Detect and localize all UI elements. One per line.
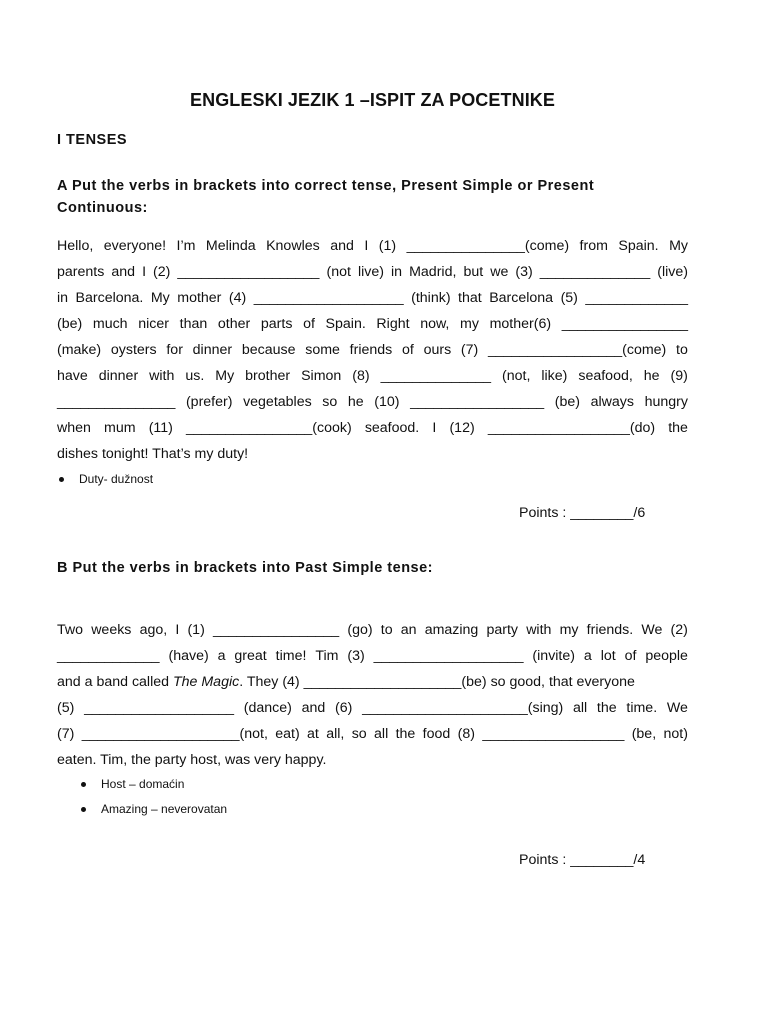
word: (8) [457,726,475,742]
word: parts [260,316,293,332]
word: We [666,700,688,716]
word: _____________ [585,290,688,306]
word: _______________(come) [406,238,570,254]
vocab-item: Host – domaćin [79,776,227,801]
exercise-a-line-text: dishes tonight! That’s my duty! [57,446,249,462]
word: _____________________(sing) [362,700,564,716]
exercise-b-line-text: eaten. Tim, the party host, was very happy. [57,752,327,768]
word: all [374,726,389,742]
word: weeks [91,622,132,638]
vocab-item: Duty- dužnost [57,471,153,496]
exercise-b-line [57,669,688,695]
exercise-a-line [57,259,688,285]
exercise-b-line [57,747,688,773]
word: live) [357,264,384,280]
exercise-b-points: Points : ________/4 [519,852,646,868]
word: of [624,648,637,664]
word: (7) [57,726,75,742]
word: of [401,342,414,358]
word: __________________ [177,264,320,280]
word: My [669,238,688,254]
word: party [486,622,519,638]
word: people [645,648,688,664]
word: ___________________ [253,290,404,306]
exercise-a-heading-line-2: Continuous: [57,200,148,216]
word: all, [326,726,345,742]
word: ______________ [539,264,651,280]
exercise-b-heading: B Put the verbs in brackets into Past Simple tense: [57,560,434,576]
word: I [175,622,180,638]
word: much [92,316,128,332]
word: not) [663,726,688,742]
word: Spain. [618,238,659,254]
word: (6) [334,700,353,716]
word: (not, [502,368,531,384]
word: the [596,700,617,716]
word: amazing [424,622,479,638]
word: he [347,394,364,410]
word: Spain. [325,316,366,332]
word: because [241,342,296,358]
page-title: ENGLESKI JEZIK 1 –ISPIT ZA POCETNIKE [190,90,555,110]
word: We [641,622,663,638]
band-name: The Magic [172,674,240,690]
word: Tim [315,648,339,664]
word: (1) [187,622,205,638]
exercise-a-line [57,441,688,467]
exercise-a-line [57,389,688,415]
word: Hello, [57,238,94,254]
word: brother [245,368,291,384]
word: vegetables [243,394,312,410]
word: _________________ [410,394,545,410]
exercise-a-heading-line-1: A Put the verbs in brackets into correct tense, Present Simple or Present [57,178,595,194]
word: (7) [460,342,479,358]
word: (have) [168,648,209,664]
word: Right [376,316,410,332]
word: ours [423,342,452,358]
word: (3) [515,264,533,280]
word: now, [420,316,450,332]
word: and [111,264,136,280]
word: eat) [275,726,300,742]
word: ago, [139,622,168,638]
word: ___________________ [373,648,524,664]
word: (2) [670,622,688,638]
word: than [179,316,208,332]
word: (make) [57,342,102,358]
word: (invite) [532,648,575,664]
word: dinner [192,342,233,358]
word: _________________(come) [487,342,667,358]
exercise-a-points: Points : ________/6 [519,505,646,521]
exercise-a-paragraph [57,233,688,467]
section-heading-tenses: I TENSES [57,132,128,148]
exercise-b-paragraph [57,617,688,773]
word: but [463,264,484,280]
word: so [351,726,367,742]
word: Simon [301,368,342,384]
word: all [572,700,588,716]
word: time! [275,648,307,664]
word: with [149,368,175,384]
word: in [57,290,69,306]
word: Barcelona [489,290,554,306]
word: to [380,622,393,638]
word: an [400,622,417,638]
exercise-a-line [57,311,688,337]
word: (dance) [243,700,292,716]
word: Knowles [266,238,320,254]
word: (2) [153,264,171,280]
word: like) [541,368,568,384]
word: parents [57,264,105,280]
word: (4) [228,290,247,306]
word: (5) [57,700,75,716]
word: time. [626,700,658,716]
word: My [150,290,170,306]
exercise-a-line [57,285,688,311]
word: some [305,342,340,358]
word: (go) [347,622,373,638]
exercise-a-line [57,415,688,441]
word: (be, [631,726,657,742]
word: (not [326,264,351,280]
word: everyone! [103,238,167,254]
word: (11) [148,420,173,436]
word: the [395,726,416,742]
word: (1) [378,238,397,254]
word: seafood. [364,420,420,436]
word: we [490,264,509,280]
word: I [142,264,147,280]
word: _______________ [57,394,176,410]
word: and [330,238,354,254]
word: I [432,420,437,436]
exercise-a-vocabulary [57,471,153,496]
word: great [234,648,267,664]
word: I [364,238,369,254]
word: I’m [176,238,196,254]
word: from [579,238,608,254]
word: when [57,420,91,436]
word: mother [177,290,222,306]
word: ________________(cook) [186,420,352,436]
exercise-b-line-text: . They (4) ____________________(be) so good, that everyone [239,674,635,690]
exercise-a-line [57,363,688,389]
word: Madrid, [409,264,457,280]
word: so [322,394,338,410]
word: friends [349,342,393,358]
word: (5) [560,290,578,306]
word: nicer [138,316,169,332]
word: and [301,700,326,716]
exercise-b-line [57,643,688,669]
vocab-item: Amazing – neverovatan [79,801,227,826]
word: My [215,368,235,384]
word: Melinda [205,238,256,254]
exercise-a-heading [57,175,697,219]
word: ________________ [561,316,688,332]
word: a [217,648,226,664]
word: (think) [411,290,451,306]
exercise-b-line [57,721,688,747]
word: other [217,316,251,332]
exercise-b-line [57,695,688,721]
word: ___________________ [84,700,234,716]
word: ____________________(not, [81,726,268,742]
word: (be) [57,316,83,332]
word: that [458,290,482,306]
exercise-b-line [57,617,688,643]
word: to [676,342,688,358]
exercise-b-vocabulary [79,776,227,826]
exercise-a-line [57,233,688,259]
word: food [422,726,451,742]
word: always [590,394,634,410]
word: (prefer) [185,394,233,410]
word: mother(6) [489,316,552,332]
word: with [526,622,552,638]
word: _____________ [57,648,160,664]
word: ________________ [212,622,340,638]
word: __________________ [482,726,625,742]
word: us. [185,368,205,384]
word: (9) [670,368,688,384]
word: (be) [554,394,581,410]
word: hungry [644,394,688,410]
word: a [583,648,592,664]
word: Barcelona. [75,290,144,306]
word: have [57,368,88,384]
word: he [643,368,660,384]
word: friends. [586,622,634,638]
word: ______________ [380,368,492,384]
word: the [668,420,688,436]
word: in [391,264,403,280]
word: (3) [347,648,365,664]
word: of [303,316,315,332]
word: (10) [374,394,400,410]
word: mum [104,420,136,436]
word: (8) [352,368,370,384]
word: for [166,342,183,358]
word: dinner [98,368,139,384]
exercise-b-line-text: and a band called [57,674,173,690]
word: __________________(do) [487,420,656,436]
word: (live) [657,264,688,280]
exercise-a-line [57,337,688,363]
word: lot [600,648,616,664]
word: (12) [449,420,475,436]
word: my [559,622,579,638]
word: my [460,316,479,332]
word: seafood, [578,368,633,384]
word: Two [57,622,84,638]
word: oysters [110,342,157,358]
word: at [307,726,319,742]
